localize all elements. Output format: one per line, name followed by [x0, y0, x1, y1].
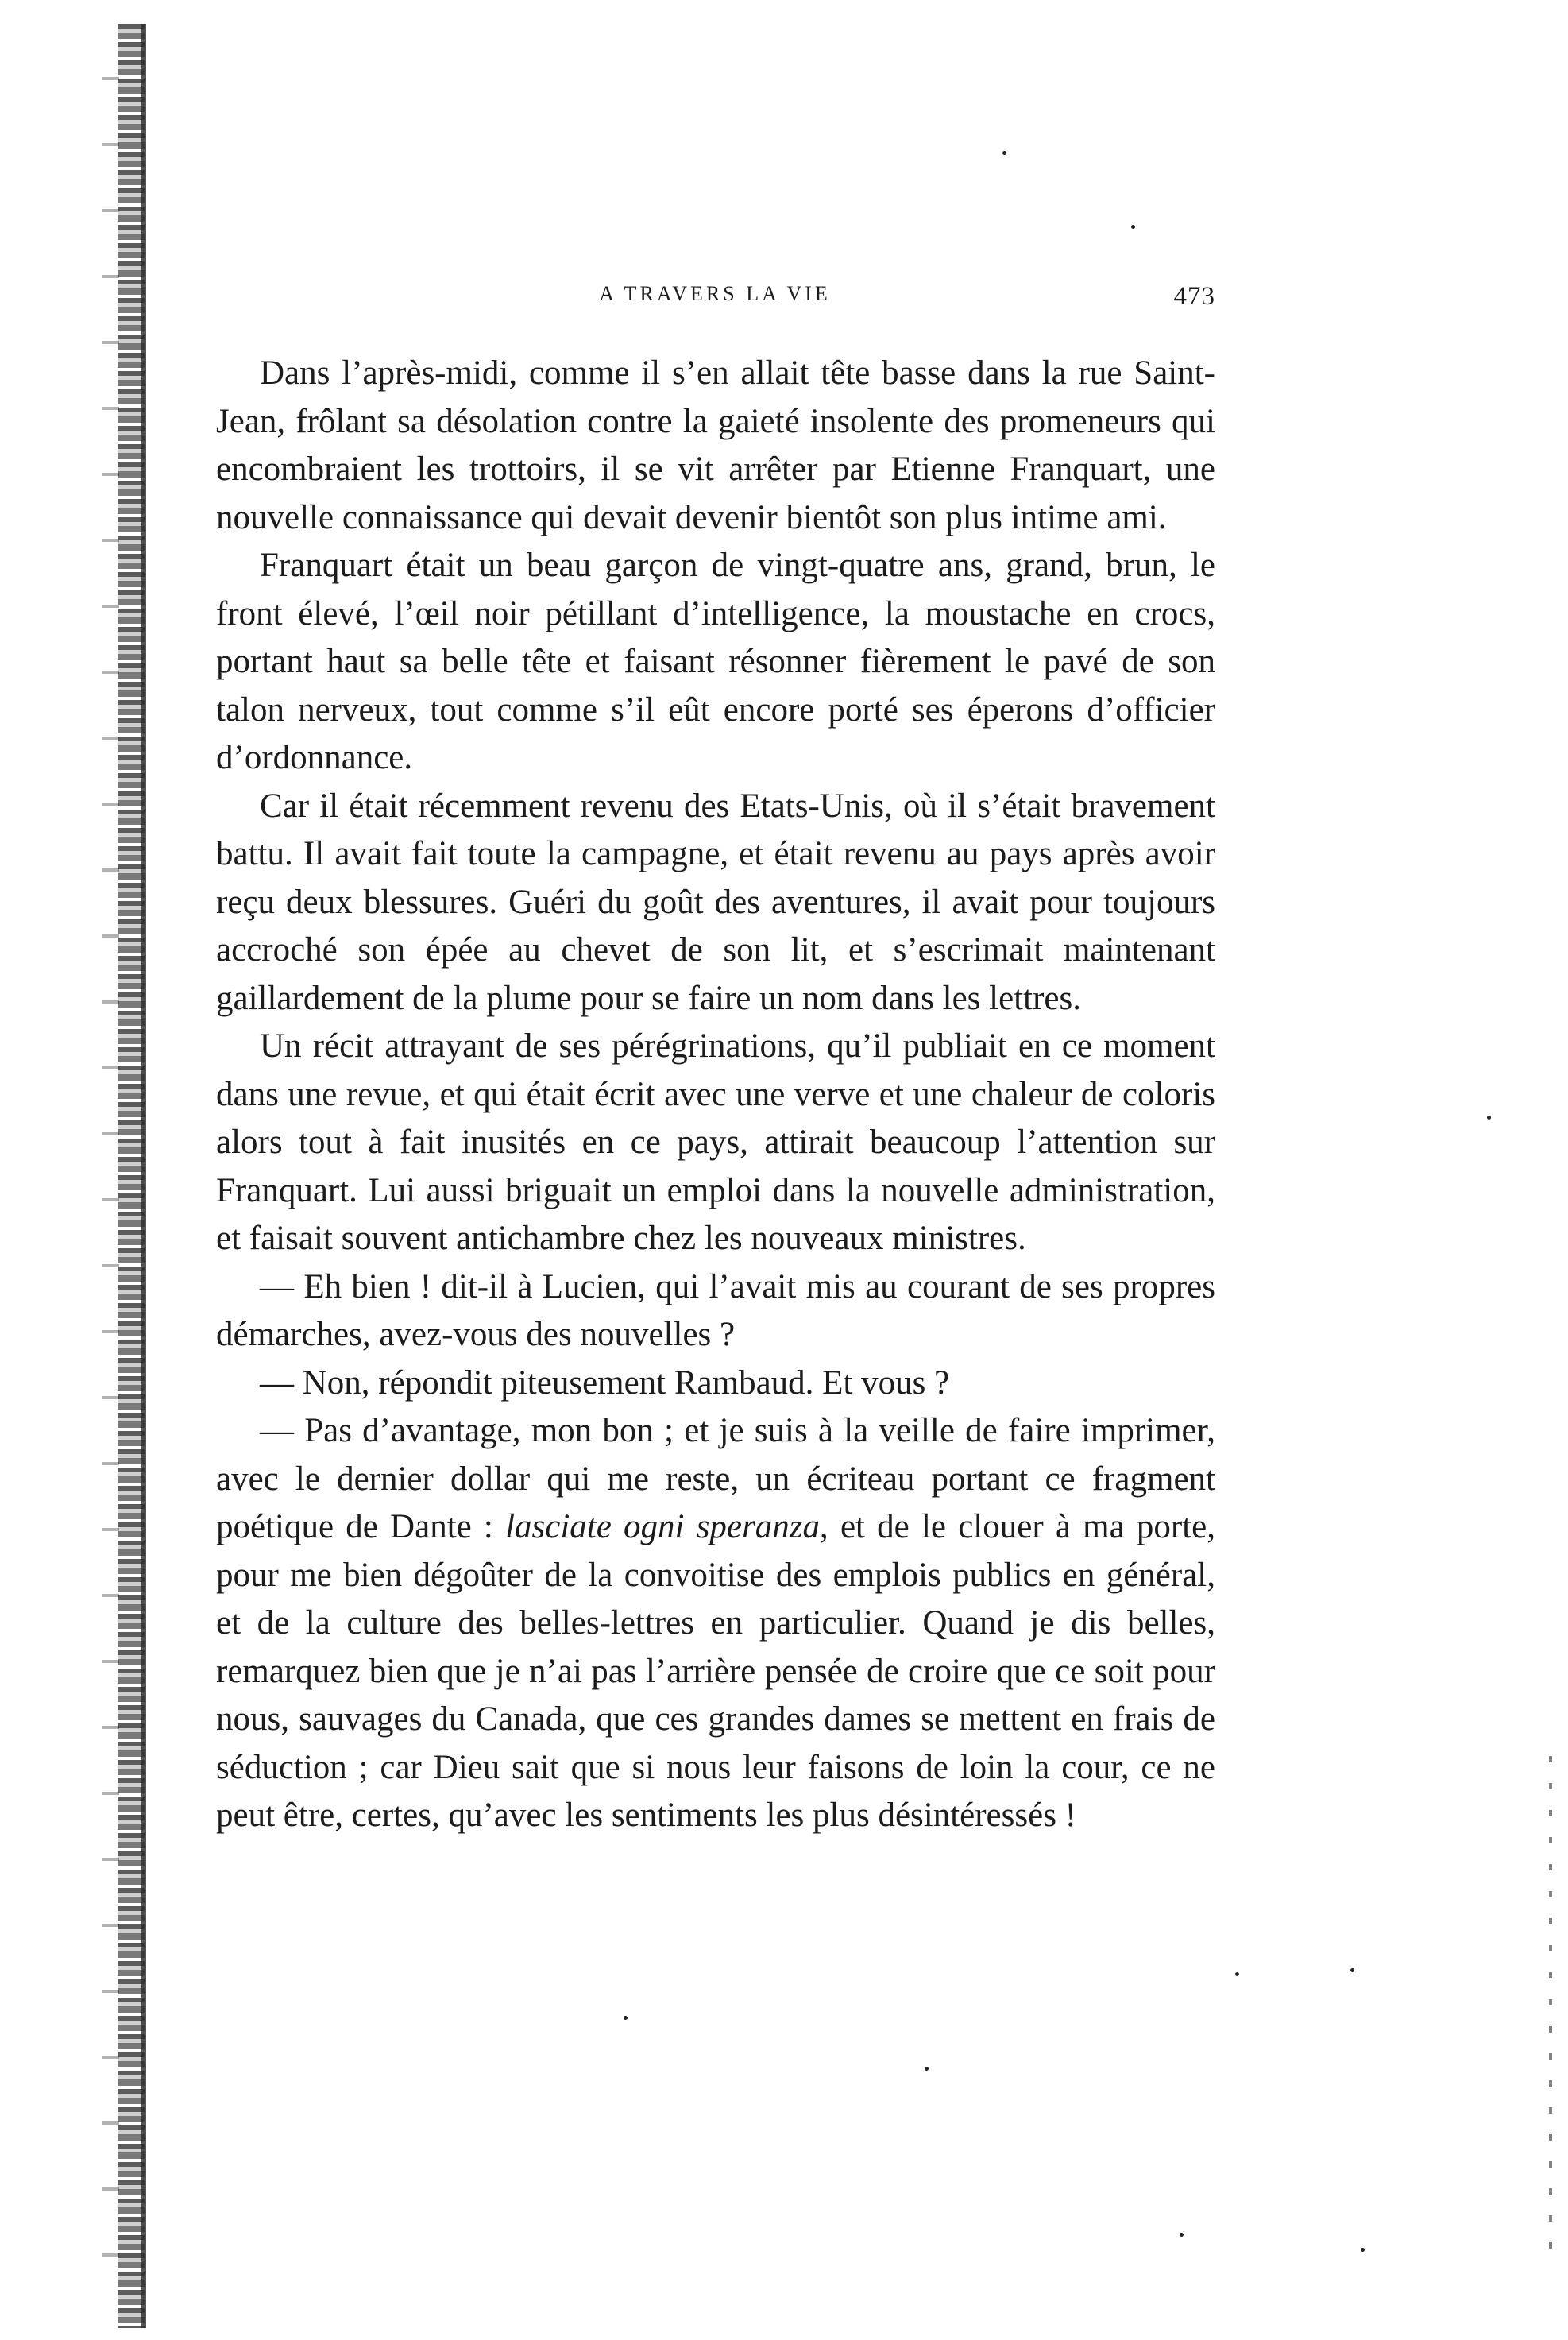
- paragraph: Dans l’après-midi, comme il s’en allait tête basse dans la rue Saint-Jean, frôlant sa désolation contre la gaieté insolente des promeneurs qui encombraient les trottoirs, il se vit arrêter par Etienne Franquart, une nouvelle connaissance qui devait devenir bientôt son plus intime ami.: [216, 354, 1215, 536]
- scan-binding-edge: [118, 24, 145, 2328]
- scan-speck: [1002, 151, 1006, 155]
- scan-speck: [1131, 225, 1135, 229]
- running-title: A TRAVERS LA VIE: [599, 282, 831, 305]
- italic-quotation: lasciate ogni speranza: [505, 1508, 820, 1545]
- scan-speck: [1235, 1972, 1239, 1976]
- scan-binding-shadow: [141, 24, 146, 2328]
- scan-speck: [925, 2067, 929, 2071]
- running-head: [214, 282, 1215, 322]
- scan-speck: [1361, 2248, 1365, 2252]
- scan-speck: [624, 2016, 628, 2020]
- page-number: 473: [1173, 282, 1215, 311]
- scan-speck: [1487, 1116, 1491, 1120]
- dialogue-text: — Pas d’avantage, mon bon ; et je suis à la veille de faire imprimer, avec le dernier dollar qui me reste, un écriteau portant ce fragment poétique de Dante :: [216, 1412, 1215, 1545]
- scan-specks-left: [102, 48, 119, 2312]
- paragraph: Un récit attrayant de ses pérégrinations, qu’il publiait en ce moment dans une revue, et qui était écrit avec une verve et une chaleur de coloris alors tout à fait inusités en ce pays, attirait beaucoup l’attention sur Franquart. Lui aussi briguait un emploi dans la nouvelle administration, et faisait souvent antichambre chez les nouveaux ministres.: [216, 1027, 1215, 1257]
- scan-speck: [1350, 1968, 1354, 1972]
- body-text: [216, 350, 1215, 1840]
- dialogue-line: — Non, répondit piteusement Rambaud. Et vous ?: [260, 1363, 950, 1402]
- dialogue-line: — Eh bien ! dit-il à Lucien, qui l’avait mis au courant de ses propres démarches, avez-vous des nouvelles ?: [216, 1267, 1215, 1353]
- dialogue-text: , et de le clouer à ma porte, pour me bien dégoûter de la convoitise des emplois publics en général, et de la culture des belles-lettres en particulier. Quand je dis belles, remarquez bien que je n’ai pas l’arrière pensée de croire que ce soit pour nous, sauvages du Canada, que ces grandes dames se mettent en frais de séduction ; car Dieu sait que si nous leur faisons de loin la cour, ce ne peut être, certes, qu’avec les sentiments les plus désintéressés !: [216, 1508, 1215, 1834]
- paragraph: Car il était récemment revenu des Etats-Unis, où il s’était bravement battu. Il avait fait toute la campagne, et était revenu au pays après avoir reçu deux blessures. Guéri du goût des aventures, il avait pour toujours accroché son épée au chevet de son lit, et s’escrimait maintenant gaillardement de la plume pour se faire un nom dans les lettres.: [216, 787, 1215, 1017]
- scan-right-edge-marks: [1549, 1756, 1552, 2265]
- scan-speck: [1180, 2233, 1184, 2237]
- paragraph: Franquart était un beau garçon de vingt-quatre ans, grand, brun, le front élevé, l’œil noir pétillant d’intelligence, la moustache en crocs, portant haut sa belle tête et faisant résonner fièrement le pavé de son talon nerveux, tout comme s’il eût encore porté ses éperons d’officier d’ordonnance.: [216, 547, 1215, 776]
- dialogue-line: [216, 1407, 1215, 1840]
